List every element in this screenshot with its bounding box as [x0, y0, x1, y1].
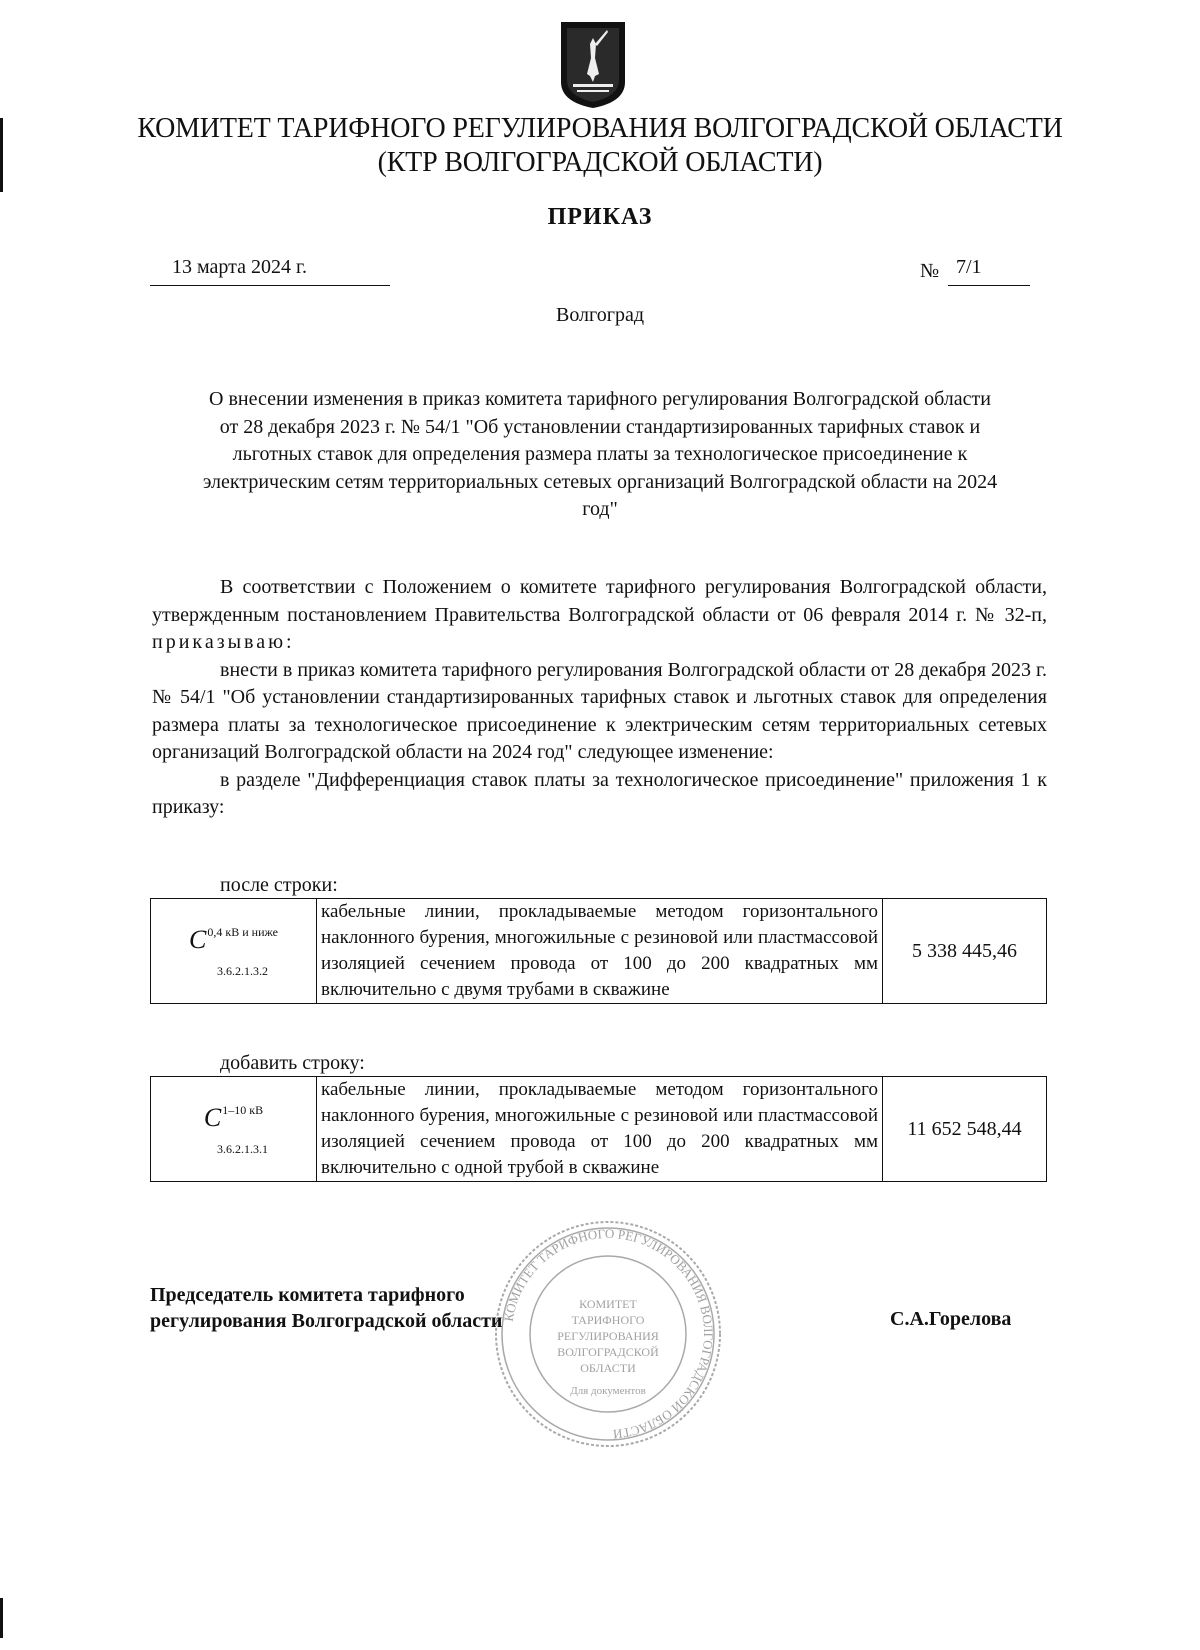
order-subject: О внесении изменения в приказ комитета тарифного регулирования Волгоградской области от 28 декабря 2023 г. № 54/1 "Об установлении стандартизированных тарифных ставок и льготных ставок для определения размера платы за технологическое присоединение к электрическим сетям территориальных сетевых организаций Волгоградской области на 2024 год"	[202, 388, 998, 520]
svg-text:ТАРИФНОГО: ТАРИФНОГО	[571, 1313, 645, 1327]
rate-description: кабельные линии, прокладываемые методом горизонтального наклонного бурения, многожильные с резиновой или пластмассовой изоляцией сечением провода от 100 до 200 квадратных мм включительно с двумя трубами в скважине	[317, 899, 883, 1004]
rate-code: $C^{1-10 кВ}$ $_{3.6.2.1.3.1}$	[151, 1077, 317, 1182]
rate-description: кабельные линии, прокладываемые методом горизонтального наклонного бурения, многожильные с резиновой или пластмассовой изоляцией сечением провода от 100 до 200 квадратных мм включительно с одной трубой в скважине	[317, 1077, 883, 1182]
city: Волгоград	[555, 304, 645, 326]
signatory-role: Председатель комитета тарифного регулирования Волгоградской области	[150, 1284, 503, 1332]
svg-text:РЕГУЛИРОВАНИЯ: РЕГУЛИРОВАНИЯ	[557, 1329, 659, 1343]
table-row	[151, 1077, 1047, 1182]
order-word: приказываю:	[152, 631, 295, 653]
signatory-name: С.А.Горелова	[890, 1308, 1012, 1330]
table-row	[151, 899, 1047, 1004]
order-date: 13 марта 2024 г.	[150, 256, 390, 286]
document-title: ПРИКАЗ	[547, 204, 653, 230]
added-rate-table	[150, 1076, 1047, 1182]
order-body	[152, 574, 1047, 822]
svg-text:ВОЛГОГРАДСКОЙ: ВОЛГОГРАДСКОЙ	[557, 1345, 659, 1359]
coat-of-arms-icon	[557, 18, 629, 110]
rate-code: $C^{0,4 кВ и ниже}$ $_{3.6.2.1.3.2}$	[151, 899, 317, 1004]
rate-value: 5 338 445,46	[883, 899, 1047, 1004]
svg-text:ОБЛАСТИ: ОБЛАСТИ	[580, 1361, 636, 1375]
official-stamp	[492, 1218, 724, 1450]
preamble-paragraph: В соответствии с Положением о комитете тарифного регулирования Волгоградской области, утвержденным постановлением Правительства Волгоградской области от 06 февраля 2014 г. № 32-п, приказываю:	[152, 576, 1047, 653]
order-number: 7/1	[948, 256, 1030, 286]
number-label: №	[920, 260, 940, 282]
instruction-paragraph: внести в приказ комитета тарифного регулирования Волгоградской области от 28 декабря 2023 г. № 54/1 "Об установлении стандартизированных тарифных ставок и льготных ставок для определения размера платы за технологическое присоединение к электрическим сетям территориальных сетевых организаций Волгоградской области на 2024 год" следующее изменение:	[152, 658, 1047, 763]
org-name: КОМИТЕТ ТАРИФНОГО РЕГУЛИРОВАНИЯ ВОЛГОГРАДСКОЙ ОБЛАСТИ	[137, 113, 1063, 144]
rate-value: 11 652 548,44	[883, 1077, 1047, 1182]
svg-text:КОМИТЕТ: КОМИТЕТ	[579, 1297, 637, 1311]
scan-mark	[0, 1598, 3, 1638]
after-row-label: после строки:	[220, 874, 338, 896]
section-paragraph: в разделе "Дифференциация ставок платы за технологическое присоединение" приложения 1 к приказу:	[152, 768, 1047, 818]
svg-text:Для документов: Для документов	[570, 1385, 646, 1397]
org-short-name: (КТР ВОЛГОГРАДСКОЙ ОБЛАСТИ)	[377, 147, 823, 178]
svg-text:КОМИТЕТ ТАРИФНОГО РЕГУЛИРОВАНИ: КОМИТЕТ ТАРИФНОГО РЕГУЛИРОВАНИЯ ВОЛГОГРАДСКОЙ ОБЛАСТИ	[500, 1225, 717, 1442]
add-row-label: добавить строку:	[220, 1052, 365, 1074]
existing-rate-table	[150, 898, 1047, 1004]
